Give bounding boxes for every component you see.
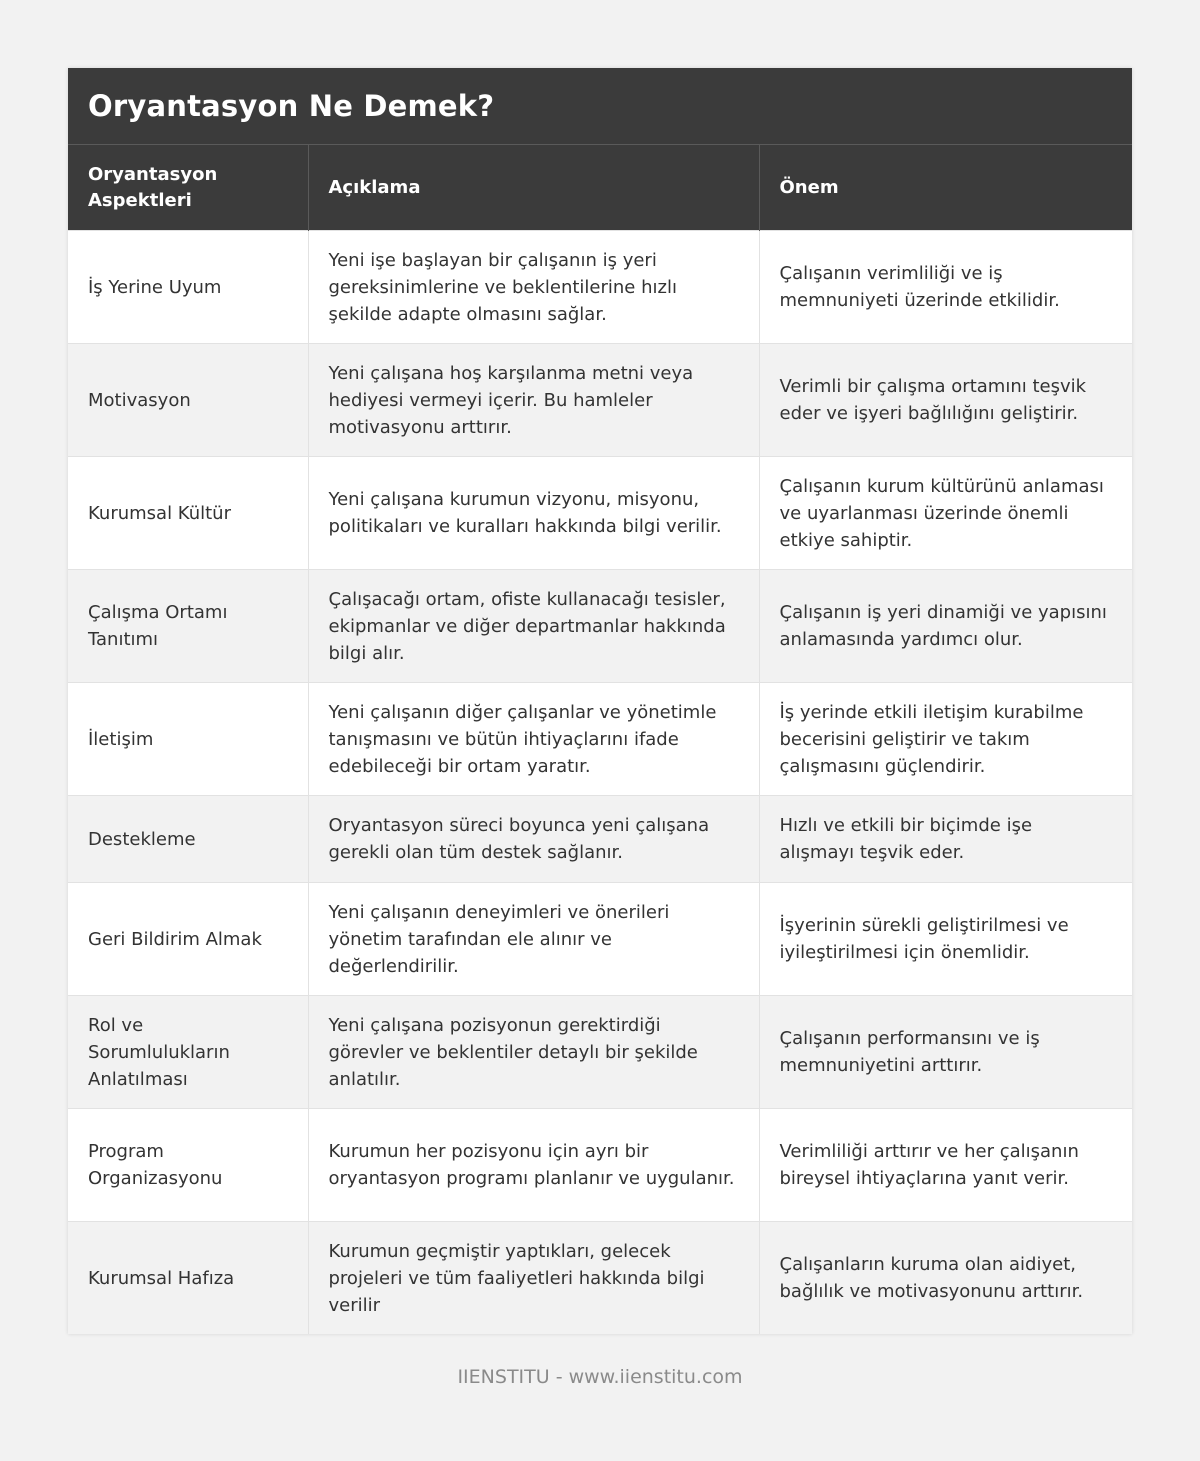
- aspect-cell: Program Organizasyonu: [68, 1109, 308, 1222]
- importance-cell: İşyerinin sürekli geliştirilmesi ve iyileştirilmesi için önemlidir.: [759, 883, 1132, 996]
- table-row: [68, 883, 1132, 996]
- table-row: [68, 344, 1132, 457]
- importance-cell: Verimli bir çalışma ortamını teşvik eder ve işyeri bağlılığını geliştirir.: [759, 344, 1132, 457]
- title-bar: [68, 68, 1132, 145]
- aspect-cell: İletişim: [68, 683, 308, 796]
- page-title: Oryantasyon Ne Demek?: [88, 89, 495, 123]
- description-cell: Oryantasyon süreci boyunca yeni çalışana gerekli olan tüm destek sağlanır.: [308, 796, 759, 883]
- importance-cell: Çalışanların kuruma olan aidiyet, bağlılık ve motivasyonunu arttırır.: [759, 1222, 1132, 1335]
- column-header-importance: Önem: [759, 145, 1132, 231]
- table-row: [68, 1109, 1132, 1222]
- table-row: [68, 796, 1132, 883]
- aspect-cell: İş Yerine Uyum: [68, 231, 308, 344]
- orientation-table-card: [68, 68, 1132, 1334]
- table-row: [68, 1222, 1132, 1335]
- table-row: [68, 231, 1132, 344]
- importance-cell: Çalışanın kurum kültürünü anlaması ve uyarlanması üzerinde önemli etkiye sahiptir.: [759, 457, 1132, 570]
- description-cell: Yeni çalışana kurumun vizyonu, misyonu, politikaları ve kuralları hakkında bilgi verilir.: [308, 457, 759, 570]
- description-cell: Kurumun geçmiştir yaptıkları, gelecek projeleri ve tüm faaliyetleri hakkında bilgi verilir: [308, 1222, 759, 1335]
- aspect-cell: Rol ve Sorumlulukların Anlatılması: [68, 996, 308, 1109]
- aspect-cell: Çalışma Ortamı Tanıtımı: [68, 570, 308, 683]
- table-header-row: [68, 145, 1132, 231]
- aspect-cell: Kurumsal Kültür: [68, 457, 308, 570]
- description-cell: Yeni çalışanın deneyimleri ve önerileri yönetim tarafından ele alınır ve değerlendirilir.: [308, 883, 759, 996]
- column-header-aspect: Oryantasyon Aspektleri: [68, 145, 308, 231]
- table-row: [68, 457, 1132, 570]
- column-header-description: Açıklama: [308, 145, 759, 231]
- table-row: [68, 683, 1132, 796]
- aspect-cell: Destekleme: [68, 796, 308, 883]
- description-cell: Çalışacağı ortam, ofiste kullanacağı tesisler, ekipmanlar ve diğer departmanlar hakkında bilgi alır.: [308, 570, 759, 683]
- description-cell: Yeni çalışanın diğer çalışanlar ve yönetimle tanışmasını ve bütün ihtiyaçlarını ifade edebileceği bir ortam yaratır.: [308, 683, 759, 796]
- table-row: [68, 570, 1132, 683]
- importance-cell: Çalışanın verimliliği ve iş memnuniyeti üzerinde etkilidir.: [759, 231, 1132, 344]
- aspect-cell: Kurumsal Hafıza: [68, 1222, 308, 1335]
- description-cell: Yeni çalışana pozisyonun gerektirdiği görevler ve beklentiler detaylı bir şekilde anlatılır.: [308, 996, 759, 1109]
- table-row: [68, 996, 1132, 1109]
- footer-credit: IIENSTITU - www.iienstitu.com: [457, 1366, 743, 1388]
- importance-cell: İş yerinde etkili iletişim kurabilme becerisini geliştirir ve takım çalışmasını güçlendirir.: [759, 683, 1132, 796]
- importance-cell: Çalışanın performansını ve iş memnuniyetini arttırır.: [759, 996, 1132, 1109]
- description-cell: Kurumun her pozisyonu için ayrı bir oryantasyon programı planlanır ve uygulanır.: [308, 1109, 759, 1222]
- aspect-cell: Motivasyon: [68, 344, 308, 457]
- importance-cell: Çalışanın iş yeri dinamiği ve yapısını anlamasında yardımcı olur.: [759, 570, 1132, 683]
- description-cell: Yeni çalışana hoş karşılanma metni veya hediyesi vermeyi içerir. Bu hamleler motivasyonu arttırır.: [308, 344, 759, 457]
- description-cell: Yeni işe başlayan bir çalışanın iş yeri gereksinimlerine ve beklentilerine hızlı şekilde adapte olmasını sağlar.: [308, 231, 759, 344]
- importance-cell: Verimliliği arttırır ve her çalışanın bireysel ihtiyaçlarına yanıt verir.: [759, 1109, 1132, 1222]
- importance-cell: Hızlı ve etkili bir biçimde işe alışmayı teşvik eder.: [759, 796, 1132, 883]
- aspect-cell: Geri Bildirim Almak: [68, 883, 308, 996]
- orientation-table: [68, 145, 1132, 1334]
